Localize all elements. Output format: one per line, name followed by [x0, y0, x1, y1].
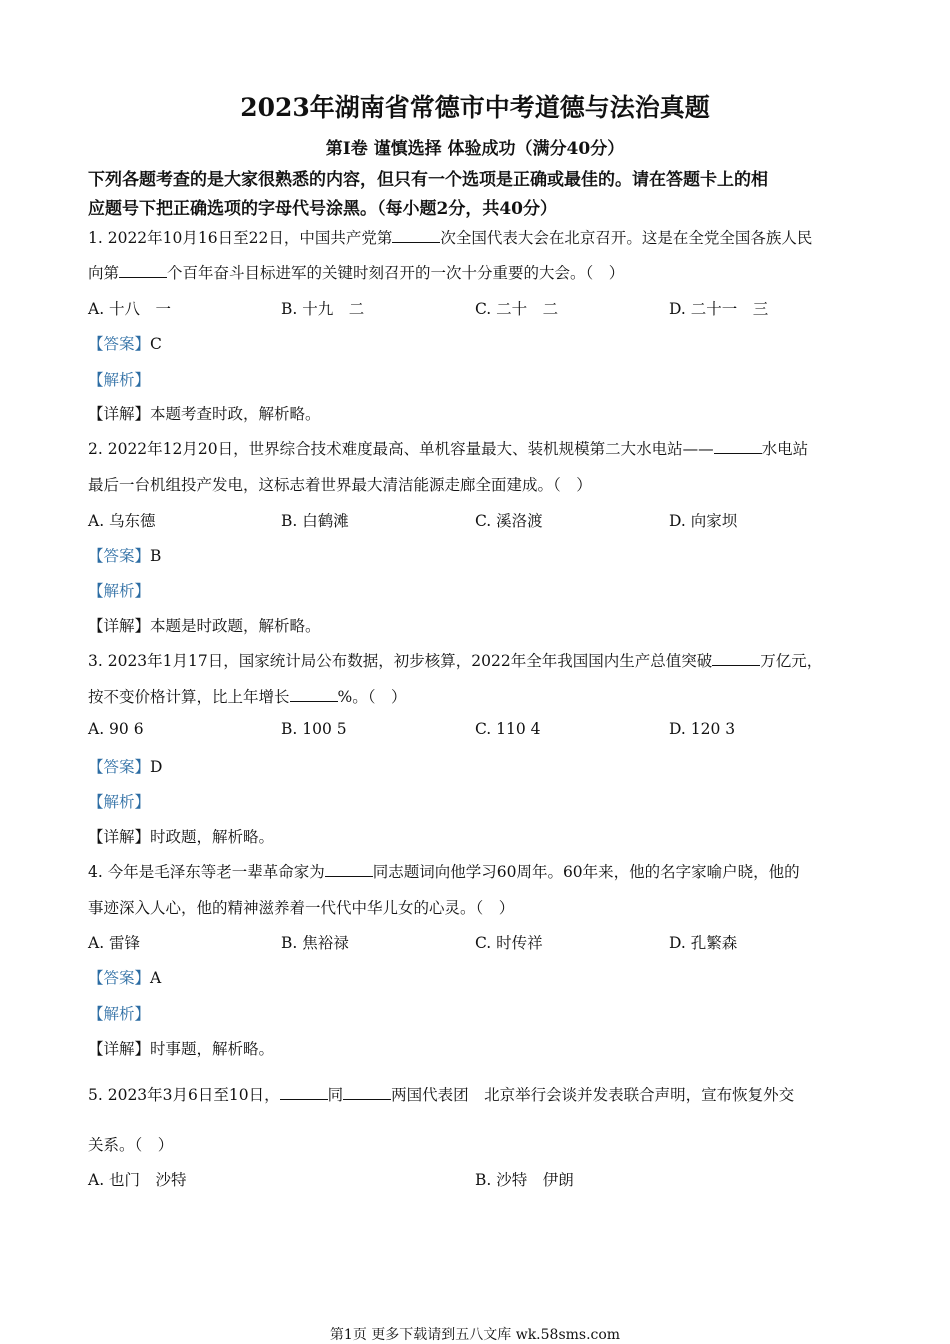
- q3-option-d: D. 120 3: [669, 720, 736, 738]
- answer-blank: [343, 1085, 391, 1100]
- answer-blank: [714, 439, 762, 454]
- answer-blank: [290, 687, 338, 702]
- question-4-line-2: 事迹深入人心，他的精神滋养着一代代中华儿女的心灵。（ ）: [88, 899, 515, 917]
- q3-detail: 【详解】时政题，解析略。: [88, 828, 275, 846]
- q1-option-d: D. 二十一 三: [669, 300, 769, 318]
- q4-option-a: A. 雷锋: [88, 934, 141, 952]
- q2-detail: 【详解】本题是时政题，解析略。: [88, 617, 321, 635]
- question-3-line-2: 按不变价格计算，比上年增长 %。（ ）: [88, 688, 407, 706]
- q2-option-b: B. 白鹤滩: [281, 512, 349, 530]
- question-5-line-2: 关系。（ ）: [88, 1136, 174, 1154]
- q3-answer: 【答案】D: [88, 758, 163, 776]
- q3-analysis: 【解析】: [88, 793, 151, 811]
- q4-answer: 【答案】A: [88, 969, 162, 987]
- question-2-line-1: 2. 2022年12月20日，世界综合技术难度最高、单机容量最大、装机规模第二大水电站—— 水电站: [88, 440, 809, 458]
- q1-answer: 【答案】C: [88, 335, 162, 353]
- q4-option-b: B. 焦裕禄: [281, 934, 349, 952]
- q4-option-d: D. 孔繁森: [669, 934, 738, 952]
- q1-detail: 【详解】本题考查时政，解析略。: [88, 405, 321, 423]
- question-1-line-1: 1. 2022年10月16日至22日，中国共产党第 次全国代表大会在北京召开。这是在全党全国各族人民: [88, 229, 813, 247]
- instruction-line-1: 下列各题考查的是大家很熟悉的内容，但只有一个选项是正确或最佳的。请在答题卡上的相: [88, 170, 768, 190]
- question-3-line-1: 3. 2023年1月17日，国家统计局公布数据，初步核算，2022年全年我国国内生产总值突破 万亿元，: [88, 652, 823, 670]
- q2-analysis: 【解析】: [88, 582, 151, 600]
- page-title: 2023年湖南省常德市中考道德与法治真题: [240, 93, 710, 122]
- q2-option-c: C. 溪洛渡: [475, 512, 543, 530]
- q1-option-a: A. 十八 一: [88, 300, 172, 318]
- instruction-line-2: 应题号下把正确选项的字母代号涂黑。（每小题2分，共40分）: [88, 199, 557, 219]
- answer-blank: [712, 651, 760, 666]
- q3-option-c: C. 110 4: [475, 720, 541, 738]
- q1-option-c: C. 二十 二: [475, 300, 559, 318]
- q2-answer: 【答案】B: [88, 547, 162, 565]
- q1-option-b: B. 十九 二: [281, 300, 365, 318]
- question-5-line-1: 5. 2023年3月6日至10日， 同 两国代表团 北京举行会谈并发表联合声明，宣布恢复外交: [88, 1086, 795, 1104]
- q3-option-a: A. 90 6: [88, 720, 144, 738]
- q2-option-d: D. 向家坝: [669, 512, 738, 530]
- answer-blank: [325, 862, 373, 877]
- q4-detail: 【详解】时事题，解析略。: [88, 1040, 275, 1058]
- q4-option-c: C. 时传祥: [475, 934, 543, 952]
- question-4-line-1: 4. 今年是毛泽东等老一辈革命家为 同志题词向他学习60周年。60年来，他的名字家喻户晓，他的: [88, 863, 800, 881]
- answer-blank: [119, 263, 167, 278]
- q2-option-a: A. 乌东德: [88, 512, 156, 530]
- q5-option-a: A. 也门 沙特: [88, 1171, 187, 1189]
- page-footer: 第1页 更多下载请到五八文库 wk.58sms.com: [329, 1327, 621, 1343]
- answer-blank: [280, 1085, 328, 1100]
- q1-analysis: 【解析】: [88, 371, 151, 389]
- question-2-line-2: 最后一台机组投产发电，这标志着世界最大清洁能源走廊全面建成。（ ）: [88, 476, 592, 494]
- section-subtitle: 第Ⅰ卷 谨慎选择 体验成功（满分40分）: [325, 139, 625, 159]
- question-1-line-2: 向第 个百年奋斗目标进军的关键时刻召开的一次十分重要的大会。（ ）: [88, 264, 625, 282]
- q3-option-b: B. 100 5: [281, 720, 347, 738]
- q5-option-b: B. 沙特 伊朗: [475, 1171, 574, 1189]
- answer-blank: [392, 228, 440, 243]
- q4-analysis: 【解析】: [88, 1005, 151, 1023]
